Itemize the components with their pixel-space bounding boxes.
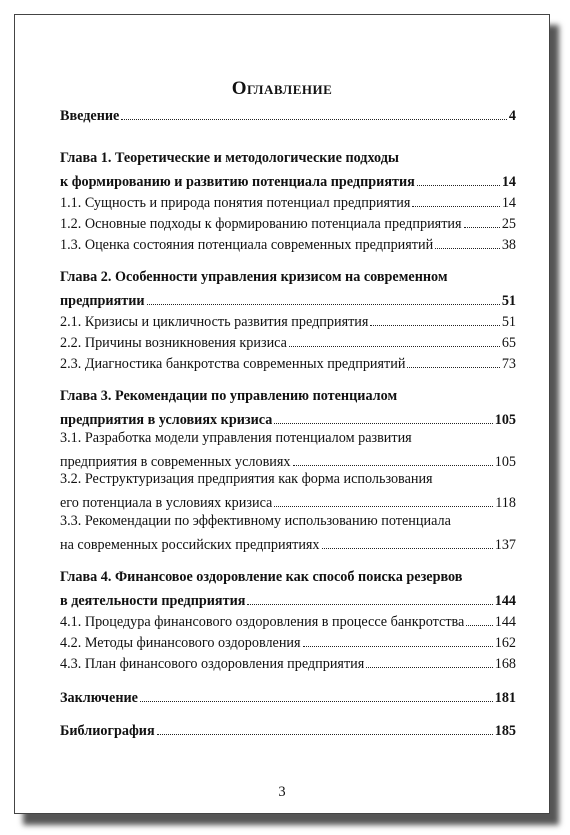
toc-entry-title: Глава 2. Особенности управления кризисом на современном bbox=[60, 269, 448, 285]
toc-entry bbox=[60, 451, 516, 471]
toc-entry-page: 144 bbox=[494, 593, 516, 609]
toc-entry-page: 168 bbox=[494, 656, 516, 672]
toc-entry bbox=[60, 534, 516, 554]
toc-entry bbox=[60, 471, 516, 491]
toc-entry-page: 14 bbox=[501, 195, 516, 211]
toc-entry-title: 4.1. Процедура финансового оздоровления в процессе банкротства bbox=[60, 614, 465, 630]
toc-leader-dots bbox=[435, 234, 500, 249]
toc-leader-dots bbox=[247, 590, 492, 605]
toc-entry-page: 118 bbox=[495, 495, 516, 511]
toc-entry-title: 4.2. Методы финансового оздоровления bbox=[60, 635, 301, 651]
toc-entry-title: 3.2. Реструктуризация предприятия как форма использования bbox=[60, 471, 433, 487]
toc-entry-page: 65 bbox=[501, 335, 516, 351]
toc-entry bbox=[60, 513, 516, 533]
toc-leader-dots bbox=[274, 409, 492, 424]
toc-entry bbox=[60, 492, 516, 512]
book-page bbox=[14, 14, 550, 814]
table-of-contents bbox=[60, 15, 516, 815]
toc-leader-dots bbox=[322, 534, 493, 549]
toc-entry-page: 185 bbox=[494, 723, 516, 739]
toc-entry bbox=[60, 409, 516, 429]
toc-entry-title: 2.2. Причины возникновения кризиса bbox=[60, 335, 287, 351]
toc-entry bbox=[60, 332, 516, 352]
toc-leader-dots bbox=[417, 171, 500, 186]
toc-entry-title: Глава 4. Финансовое оздоровление как способ поиска резервов bbox=[60, 569, 463, 585]
toc-entry bbox=[60, 632, 516, 652]
toc-entry-page: 4 bbox=[508, 108, 516, 124]
toc-entry-title: 1.3. Оценка состояния потенциала современных предприятий bbox=[60, 237, 434, 253]
toc-entry-title: Глава 1. Теоретические и методологические подходы bbox=[60, 150, 399, 166]
toc-entry bbox=[60, 388, 516, 408]
toc-entry bbox=[60, 213, 516, 233]
toc-entry-page: 105 bbox=[494, 412, 516, 428]
toc-entry bbox=[60, 430, 516, 450]
toc-entry-title: его потенциала в условиях кризиса bbox=[60, 495, 273, 511]
toc-entry-page: 137 bbox=[494, 537, 516, 553]
toc-entry bbox=[60, 569, 516, 589]
toc-entry-title: Введение bbox=[60, 108, 120, 124]
toc-entry-title: предприятия в современных условиях bbox=[60, 454, 291, 470]
toc-entry bbox=[60, 590, 516, 610]
toc-entry-title: 4.3. План финансового оздоровления предприятия bbox=[60, 656, 365, 672]
toc-leader-dots bbox=[289, 332, 500, 347]
toc-entry-title: предприятия в условиях кризиса bbox=[60, 412, 273, 428]
toc-leader-dots bbox=[121, 105, 507, 120]
toc-entry-page: 38 bbox=[501, 237, 516, 253]
toc-entry bbox=[60, 687, 516, 707]
toc-entry bbox=[60, 171, 516, 191]
toc-entry-title: Глава 3. Рекомендации по управлению потенциалом bbox=[60, 388, 398, 404]
toc-entry bbox=[60, 192, 516, 212]
toc-entry-page: 105 bbox=[494, 454, 516, 470]
toc-entry-page: 181 bbox=[494, 690, 516, 706]
toc-entry-page: 25 bbox=[501, 216, 516, 232]
toc-entry-page: 73 bbox=[501, 356, 516, 372]
toc-entry bbox=[60, 105, 516, 125]
toc-leader-dots bbox=[464, 213, 500, 228]
toc-entry-page: 162 bbox=[494, 635, 516, 651]
toc-entry bbox=[60, 611, 516, 631]
toc-entry-title: 3.3. Рекомендации по эффективному использованию потенциала bbox=[60, 513, 451, 529]
toc-leader-dots bbox=[366, 653, 492, 668]
toc-entry bbox=[60, 150, 516, 170]
toc-leader-dots bbox=[293, 451, 493, 466]
toc-entry-title: 2.1. Кризисы и цикличность развития предприятия bbox=[60, 314, 369, 330]
page-number: 3 bbox=[278, 784, 286, 800]
toc-entry-title: 1.1. Сущность и природа понятия потенциал предприятия bbox=[60, 195, 411, 211]
toc-entry bbox=[60, 269, 516, 289]
toc-entry-title: 2.3. Диагностика банкротства современных предприятий bbox=[60, 356, 406, 372]
toc-entry-title: 3.1. Разработка модели управления потенциалом развития bbox=[60, 430, 412, 446]
toc-leader-dots bbox=[466, 611, 492, 626]
toc-entry-title: на современных российских предприятиях bbox=[60, 537, 320, 553]
toc-entry-title: Библиография bbox=[60, 723, 155, 739]
toc-leader-dots bbox=[274, 492, 493, 507]
toc-leader-dots bbox=[147, 290, 500, 305]
toc-entry bbox=[60, 653, 516, 673]
toc-leader-dots bbox=[140, 687, 493, 702]
toc-entry-title: 1.2. Основные подходы к формированию потенциала предприятия bbox=[60, 216, 462, 232]
toc-leader-dots bbox=[303, 632, 493, 647]
toc-entry-title: предприятии bbox=[60, 293, 145, 309]
toc-entry-page: 14 bbox=[501, 174, 516, 190]
toc-entry bbox=[60, 290, 516, 310]
toc-entry bbox=[60, 720, 516, 740]
toc-entry bbox=[60, 311, 516, 331]
toc-entry-title: в деятельности предприятия bbox=[60, 593, 246, 609]
toc-leader-dots bbox=[407, 353, 499, 368]
toc-entry-title: к формированию и развитию потенциала предприятия bbox=[60, 174, 415, 190]
toc-leader-dots bbox=[412, 192, 499, 207]
toc-entry bbox=[60, 234, 516, 254]
toc-entry-title: Заключение bbox=[60, 690, 138, 706]
toc-entry bbox=[60, 353, 516, 373]
toc-entry-page: 51 bbox=[501, 314, 516, 330]
page-title: Оглавление bbox=[231, 78, 333, 99]
toc-leader-dots bbox=[370, 311, 499, 326]
toc-entry-page: 144 bbox=[494, 614, 516, 630]
toc-entry-page: 51 bbox=[501, 293, 516, 309]
toc-leader-dots bbox=[157, 720, 493, 735]
